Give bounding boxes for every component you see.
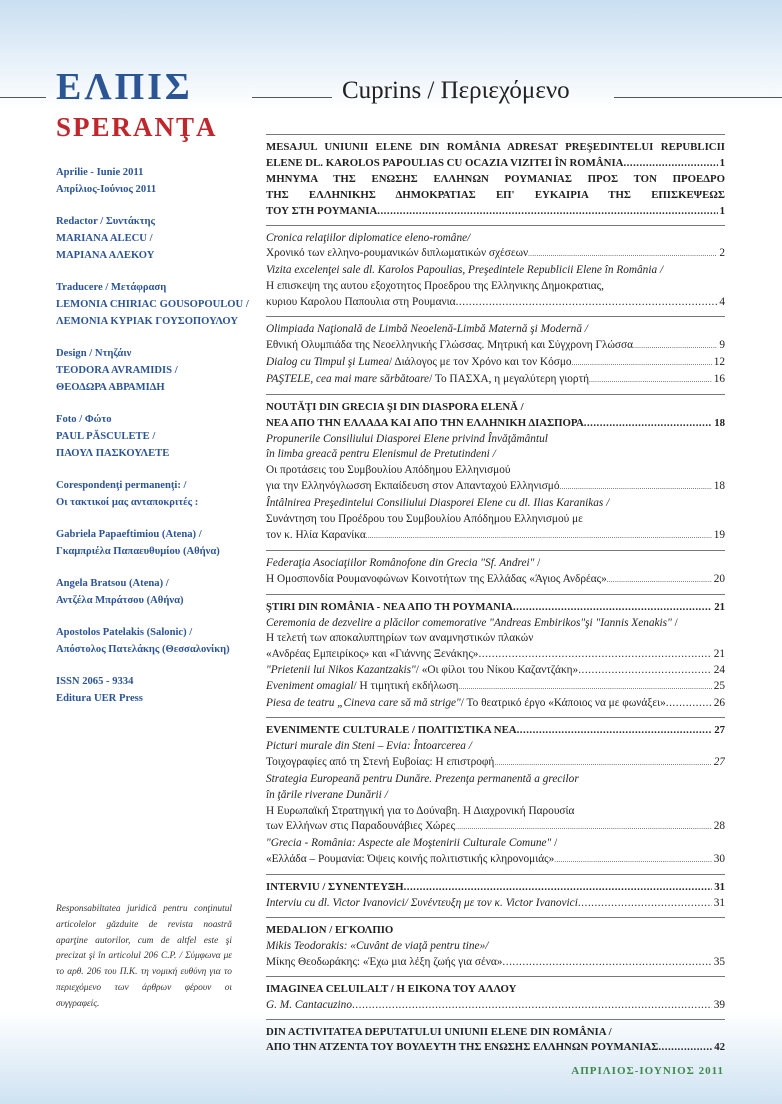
toc-entry[interactable] bbox=[266, 479, 725, 496]
correspondents-label-ro: Corespondenţi permanenţi: / bbox=[56, 480, 187, 491]
toc-page-number: 27 bbox=[713, 755, 725, 768]
masthead-title: ΕΛΠΙΣ bbox=[56, 66, 193, 108]
toc-entry-title-gr: / Διάλογος με τον Χρόνο και τον Κόσμο bbox=[389, 355, 572, 368]
toc-entry-title-ro: Propunerile Consiliului Diasporei Elene privind Învăţământul bbox=[266, 432, 548, 445]
toc-entry-title: ΝΕΑ ΑΠΟ ΤΗΝ ΕΛΛΑΔΑ ΚΑΙ ΑΠΟ ΤΗΝ ΕΛΛΗΝΙΚΗ ΔΙΑΣΠΟΡΑ bbox=[266, 416, 584, 429]
toc-section-federation bbox=[266, 550, 725, 589]
designer-name-gr: ΘΕΟΔΩΡΑ ΑΒΡΑΜΙΔΗ bbox=[56, 382, 165, 393]
toc-entry-title-ro: "Grecia - România: Aspecte ale Moştenirii Culturale Comune" bbox=[266, 837, 552, 850]
toc-entry[interactable] bbox=[266, 416, 725, 432]
toc-page-number: 35 bbox=[713, 955, 725, 968]
toc-entry-title: Dialog cu Timpul şi Lumea bbox=[266, 355, 390, 368]
toc-page-number: 4 bbox=[719, 296, 725, 309]
toc-page-number: 31 bbox=[713, 897, 725, 910]
toc-page-number: 18 bbox=[714, 416, 725, 429]
toc-page-number: 25 bbox=[713, 680, 725, 693]
issn: ISSN 2065 - 9334 bbox=[56, 676, 134, 687]
toc-page-number: 9 bbox=[719, 338, 725, 351]
toc-entry-title-gr: Η επισκεψη της αυτου εξοχοτητος Προεδρου της Ελληνικης Δημοκρατιας, bbox=[266, 280, 604, 293]
correspondent-2-ro: Angela Bratsou (Atena) / bbox=[56, 578, 169, 589]
masthead-rule-right bbox=[614, 97, 782, 98]
publisher: Editura UER Press bbox=[56, 693, 143, 704]
toc-page-number: 16 bbox=[713, 372, 725, 385]
toc-entry[interactable] bbox=[266, 696, 725, 712]
correspondent-3-ro: Apostolos Patelakis (Salonic) / bbox=[56, 627, 193, 638]
toc-entry[interactable] bbox=[266, 572, 725, 589]
editor-label: Redactor / Συντάκτης bbox=[56, 216, 156, 227]
toc-entry[interactable] bbox=[266, 819, 725, 836]
toc-entry[interactable] bbox=[266, 372, 725, 389]
toc-separator: / bbox=[671, 616, 678, 629]
toc-page-number: 26 bbox=[713, 697, 725, 710]
toc-entry-title: ΑΠΟ ΤΗΝ ΑΤΖΕΝΤΑ ΤΟΥ ΒΟΥΛΕΥΤΗ ΤΗΣ ΕΝΩΣΗΣ ΕΛΛΗΝΩΝ ΡΟΥΜΑΝΙΑΣ bbox=[266, 1041, 659, 1054]
toc-page-number: 39 bbox=[713, 998, 725, 1011]
masthead-subtitle: SPERANŢA bbox=[56, 112, 218, 142]
toc-entry-title-gr: Οι προτάσεις του Συμβουλίου Απόδημου Ελληνισμού bbox=[266, 464, 511, 477]
toc-heading-line: ΜΗΝΥΜΑ ΤΗΣ ΕΝΩΣΗΣ ΕΛΛΗΝΩΝ ΡΟΥΜΑΝΙΑΣ ΠΡΟΣ ΤΟΝ ΠΡΟΕΔΡΟ bbox=[266, 172, 725, 185]
toc-page-number: 19 bbox=[713, 528, 725, 541]
toc-entry-title: G. M. Cantacuzino bbox=[266, 998, 352, 1011]
toc-entry[interactable] bbox=[266, 998, 725, 1014]
toc-section-medallion bbox=[266, 917, 725, 971]
toc-entry-title-gr: Συνάντηση του Προέδρου του Συμβουλίου Απόδημου Ελληνισμού με bbox=[266, 513, 583, 526]
toc-entry-title-ro: Federaţia Asociaţiilor Românofone din Grecia "Sf. Andrei" bbox=[266, 556, 535, 569]
toc-section-message bbox=[266, 134, 725, 220]
toc-entry-title: των Ελλήνων στις Παραδουνάβιες Χώρες bbox=[266, 820, 456, 833]
toc-section-romania-news bbox=[266, 594, 725, 712]
toc-entry-title: για την Ελληνόγλωσση Εκπαίδευση στον Απανταχού Ελληνισμό bbox=[266, 480, 560, 493]
masthead-credits bbox=[56, 164, 249, 707]
toc-page-number: 21 bbox=[713, 648, 725, 661]
toc-page-number: 20 bbox=[713, 572, 725, 585]
designer-name-ro: TEODORA AVRAMIDIS / bbox=[56, 365, 178, 376]
toc-page-number: 1 bbox=[719, 204, 725, 217]
toc-entry-title: Τοιχογραφίες από τη Στενή Ευβοίας: Η επιστροφή bbox=[266, 755, 495, 768]
toc-entry[interactable] bbox=[266, 679, 725, 696]
correspondent-3-gr: Απόστολος Πατελάκης (Θεσσαλονίκη) bbox=[56, 644, 230, 655]
toc-entry[interactable] bbox=[266, 647, 725, 663]
toc-page-number: 12 bbox=[713, 355, 725, 368]
toc-entry[interactable] bbox=[266, 355, 725, 372]
legal-disclaimer: Responsabiltatea juridică pentru conţinutul articolelor găzduite de revista noastră aparţine autorilor, cum de altfel este şi precizat şi în articolul 206 C.P. / Σύμφωνα με το αρθ. 206 του Π.Κ. τη νομική ευθύνη για το περιεχόμενο των άρθρων φέρουν οι συγγραφείς. bbox=[56, 904, 232, 1009]
toc-section-other-image bbox=[266, 976, 725, 1014]
toc-section-deputy bbox=[266, 1019, 725, 1057]
toc-entry[interactable] bbox=[266, 600, 725, 616]
toc-page-number: 1 bbox=[719, 156, 725, 169]
toc-entry-title-gr: Η Ευρωπαϊκή Στρατηγική για το Δούναβη. Η Διαχρονική Παρουσία bbox=[266, 804, 575, 817]
toc-entry-title: ΤΟΥ ΣΤΗ ΡΟΥΜΑΝΙΑ bbox=[266, 204, 378, 217]
toc-entry-title: EVENIMENTE CULTURALE / ΠΟΛΙΤΙΣΤΙΚΑ ΝΕΑ bbox=[266, 724, 517, 736]
toc-entry-title: Interviu cu dl. Victor Ivanovici/ Συνέντευξη με τον κ. Victor Ivanovici bbox=[266, 897, 578, 910]
toc-entry-title: Piesa de teatru „Cineva care să mă strige" bbox=[266, 697, 461, 710]
toc-page-number: 2 bbox=[719, 247, 725, 260]
toc-entry-title-ro: Mikis Teodorakis: «Cuvânt de viaţă pentru tine»/ bbox=[266, 939, 489, 952]
toc-entry-title-ro: Întâlnirea Preşedintelui Consiliului Diasporei Elene cu dl. Ilias Karanikas / bbox=[266, 497, 610, 510]
toc-entry-title: «Ελλάδα – Ρουμανία: Όψεις κοινής πολιτιστικής κληρονομιάς» bbox=[266, 853, 555, 866]
toc-entry-title-ro: Picturi murale din Steni – Evia: Întoarcerea / bbox=[266, 739, 472, 752]
toc-separator: / bbox=[551, 837, 558, 850]
toc-entry[interactable] bbox=[266, 338, 725, 355]
correspondent-1-gr: Γκαμπριέλα Παπαευθυμίου (Αθήνα) bbox=[56, 546, 220, 557]
toc-entry-title: Εθνική Ολυμπιάδα της Νεοελληνικής Γλώσσας. Μητρική και Σύγχρονη Γλώσσα bbox=[266, 338, 634, 351]
toc-entry[interactable] bbox=[266, 880, 725, 896]
issue-date-ro: Aprilie - Iunie 2011 bbox=[56, 167, 144, 178]
issue-date-gr: Απρίλιος-Ιούνιος 2011 bbox=[56, 184, 157, 195]
toc-entry-title: κυριου Καρολου Παπουλια στη Ρουμανια bbox=[266, 296, 456, 309]
photographer-name-gr: ΠΑΟΥΛ ΠΑΣΚΟΥΛΕΤΕ bbox=[56, 448, 170, 459]
toc-heading-line: ΤΗΣ ΕΛΛΗΝΙΚΗΣ ΔΗΜΟΚΡΑΤΙΑΣ ΕΠ' ΕΥΚΑΙΡΙΑ ΤΗΣ ΕΠΙΣΚΕΨΕΩΣ bbox=[266, 188, 725, 201]
toc-section-diplomacy bbox=[266, 225, 725, 312]
toc-page-number: 21 bbox=[714, 600, 725, 613]
toc-entry[interactable] bbox=[266, 755, 725, 772]
toc-entry-title: INTERVIU / ΣΥΝΕΝΤΕΥΞΗ bbox=[266, 881, 404, 894]
toc-page-number: 30 bbox=[713, 853, 725, 866]
toc-entry-title: τον κ. Ηλία Καρανίκα bbox=[266, 528, 366, 541]
toc-entry[interactable] bbox=[266, 295, 725, 311]
toc-entry-title-ro: Cronica relaţiilor diplomatice eleno-române/ bbox=[266, 231, 471, 244]
toc-entry-title: Eveniment omagial bbox=[266, 680, 354, 693]
toc-heading-line: DIN ACTIVITATEA DEPUTATULUI UNIUNII ELENE DIN ROMÂNIA / bbox=[266, 1025, 612, 1038]
toc-heading: Cuprins / Περιεχόμενο bbox=[342, 77, 570, 104]
toc-heading-line: IMAGINEA CELUILALT / Η ΕΙΚΟΝΑ ΤΟΥ ΑΛΛΟΥ bbox=[266, 982, 517, 995]
toc-page-number: 18 bbox=[713, 480, 725, 493]
masthead-rule-left bbox=[0, 97, 46, 98]
toc-heading-line: MEDALION / ΕΓΚΟΛΠΙΟ bbox=[266, 923, 394, 936]
toc-entry[interactable] bbox=[266, 663, 725, 679]
toc-entry-title: Χρονικό των ελληνο-ρουμανικών διπλωματικών σχέσεων bbox=[266, 247, 529, 260]
toc-entry-title-gr: / Το ΠΑΣΧΑ, η μεγαλύτερη γιορτή bbox=[429, 372, 590, 385]
toc-heading-line: MESAJUL UNIUNII ELENE DIN ROMÂNIA ADRESAT PREŞEDINTELUI REPUBLICII bbox=[266, 141, 725, 153]
design-label: Design / Ντηζάιν bbox=[56, 348, 132, 359]
toc-entry-title-gr: / Το θεατρικό έργο «Κάποιος να με φωνάξει» bbox=[460, 697, 666, 710]
toc-section-culture bbox=[266, 717, 725, 869]
toc-entry-title: Μίκης Θεοδωράκης: «Έχω μια λέξη ζωής για σένα» bbox=[266, 955, 503, 968]
toc-page-number: 42 bbox=[714, 1041, 725, 1054]
photographer-name-ro: PAUL PĂSCULETE / bbox=[56, 431, 156, 442]
toc-entry-title-gr: / «Οι φίλοι του Νίκου Καζαντζάκη» bbox=[415, 664, 579, 677]
correspondent-1-ro: Gabriela Papaeftimiou (Atena) / bbox=[56, 529, 202, 540]
editor-name-ro: MARIANA ALECU / bbox=[56, 233, 153, 244]
toc-page-number: 31 bbox=[714, 881, 725, 894]
translation-label: Traducere / Μετάφραση bbox=[56, 282, 167, 293]
toc-entry[interactable] bbox=[266, 723, 725, 739]
translator-name-ro: LEMONIA CHIRIAC GOUSOPOULOU / bbox=[56, 299, 249, 310]
table-of-contents bbox=[266, 134, 725, 1061]
toc-entry[interactable] bbox=[266, 528, 725, 545]
toc-entry-title-gr: / Η τιμητική εκδήλωση bbox=[353, 680, 459, 693]
toc-separator: / bbox=[534, 556, 541, 569]
toc-entry-title: ŞTIRI DIN ROMÂNIA - ΝΕΑ ΑΠΟ ΤΗ ΡΟΥΜΑΝΙΑ bbox=[266, 600, 513, 613]
photo-label: Foto / Φώτο bbox=[56, 414, 112, 425]
toc-page-number: 24 bbox=[713, 664, 725, 677]
toc-entry[interactable] bbox=[266, 246, 725, 263]
translator-name-gr: ΛΕΜΟΝΙΑ ΚΥΡΙΑΚ ΓΟΥΣΟΠΟΥΛΟΥ bbox=[56, 316, 238, 327]
toc-entry-title: PAŞTELE, cea mai mare sărbătoare bbox=[266, 372, 430, 385]
toc-entry[interactable] bbox=[266, 896, 725, 912]
masthead-rule-mid bbox=[252, 97, 332, 98]
toc-entry-title: «Ανδρέας Εμπειρίκος» και «Γιάννης Ξενάκης» bbox=[266, 648, 479, 661]
correspondents-label-gr: Οι τακτικοί μας ανταποκριτές : bbox=[56, 497, 199, 508]
toc-entry-title-ro: în limba greacă pentru Elenismul de Pretutindeni / bbox=[266, 448, 496, 461]
toc-entry-title: Η Ομοσπονδία Ρουμανοφώνων Κοινοτήτων της Ελλάδας «Άγιος Ανδρέας» bbox=[266, 572, 607, 585]
toc-entry-title-ro: Vizita excelenţei sale dl. Karolos Papoulias, Preşedintele Republicii Elene în România / bbox=[266, 264, 664, 277]
toc-entry-title-ro: Strategia Europeană pentru Dunăre. Prezenţa permanentă a grecilor bbox=[266, 772, 579, 785]
toc-section-interview bbox=[266, 874, 725, 912]
correspondent-2-gr: Αντζέλα Μπράτσου (Αθήνα) bbox=[56, 595, 184, 606]
toc-entry-title: ELENE DL. KAROLOS PAPOULIAS CU OCAZIA VIZITEI ÎN ROMÂNIA bbox=[266, 156, 624, 169]
toc-page-number: 27 bbox=[714, 724, 725, 736]
toc-entry-title-ro: Ceremonia de dezvelire a plăcilor comemorative "Andreas Embirikos"şi "Iannis Xenakis" bbox=[266, 616, 672, 629]
toc-entry[interactable] bbox=[266, 955, 725, 971]
toc-entry[interactable] bbox=[266, 852, 725, 869]
toc-page-number: 28 bbox=[713, 820, 725, 833]
toc-section-greece-news bbox=[266, 394, 725, 545]
editor-name-gr: ΜΑΡΙΑΝΑ ΑΛΕΚΟΥ bbox=[56, 250, 155, 261]
toc-entry-title-ro: Olimpiada Naţională de Limbă Neoelenă-Limbă Maternă şi Modernă / bbox=[266, 323, 588, 336]
toc-entry[interactable] bbox=[266, 156, 725, 172]
toc-entry-title: "Prietenii lui Nikos Kazantzakis" bbox=[266, 664, 416, 677]
toc-section-olympiad bbox=[266, 316, 725, 389]
toc-entry-title-ro: în ţările riverane Dunării / bbox=[266, 788, 388, 801]
page-footer-issue: ΑΠΡΙΛΙΟΣ-ΙΟΥΝΙΟΣ 2011 bbox=[571, 1065, 724, 1077]
toc-heading-line: NOUTĂŢI DIN GRECIA ŞI DIN DIASPORA ELENĂ / bbox=[266, 400, 524, 413]
toc-entry[interactable] bbox=[266, 1040, 725, 1056]
toc-entry[interactable] bbox=[266, 204, 725, 220]
toc-entry-title-gr: Η τελετή των αποκαλυπτηρίων των αναμνηστικών πλακών bbox=[266, 632, 534, 645]
